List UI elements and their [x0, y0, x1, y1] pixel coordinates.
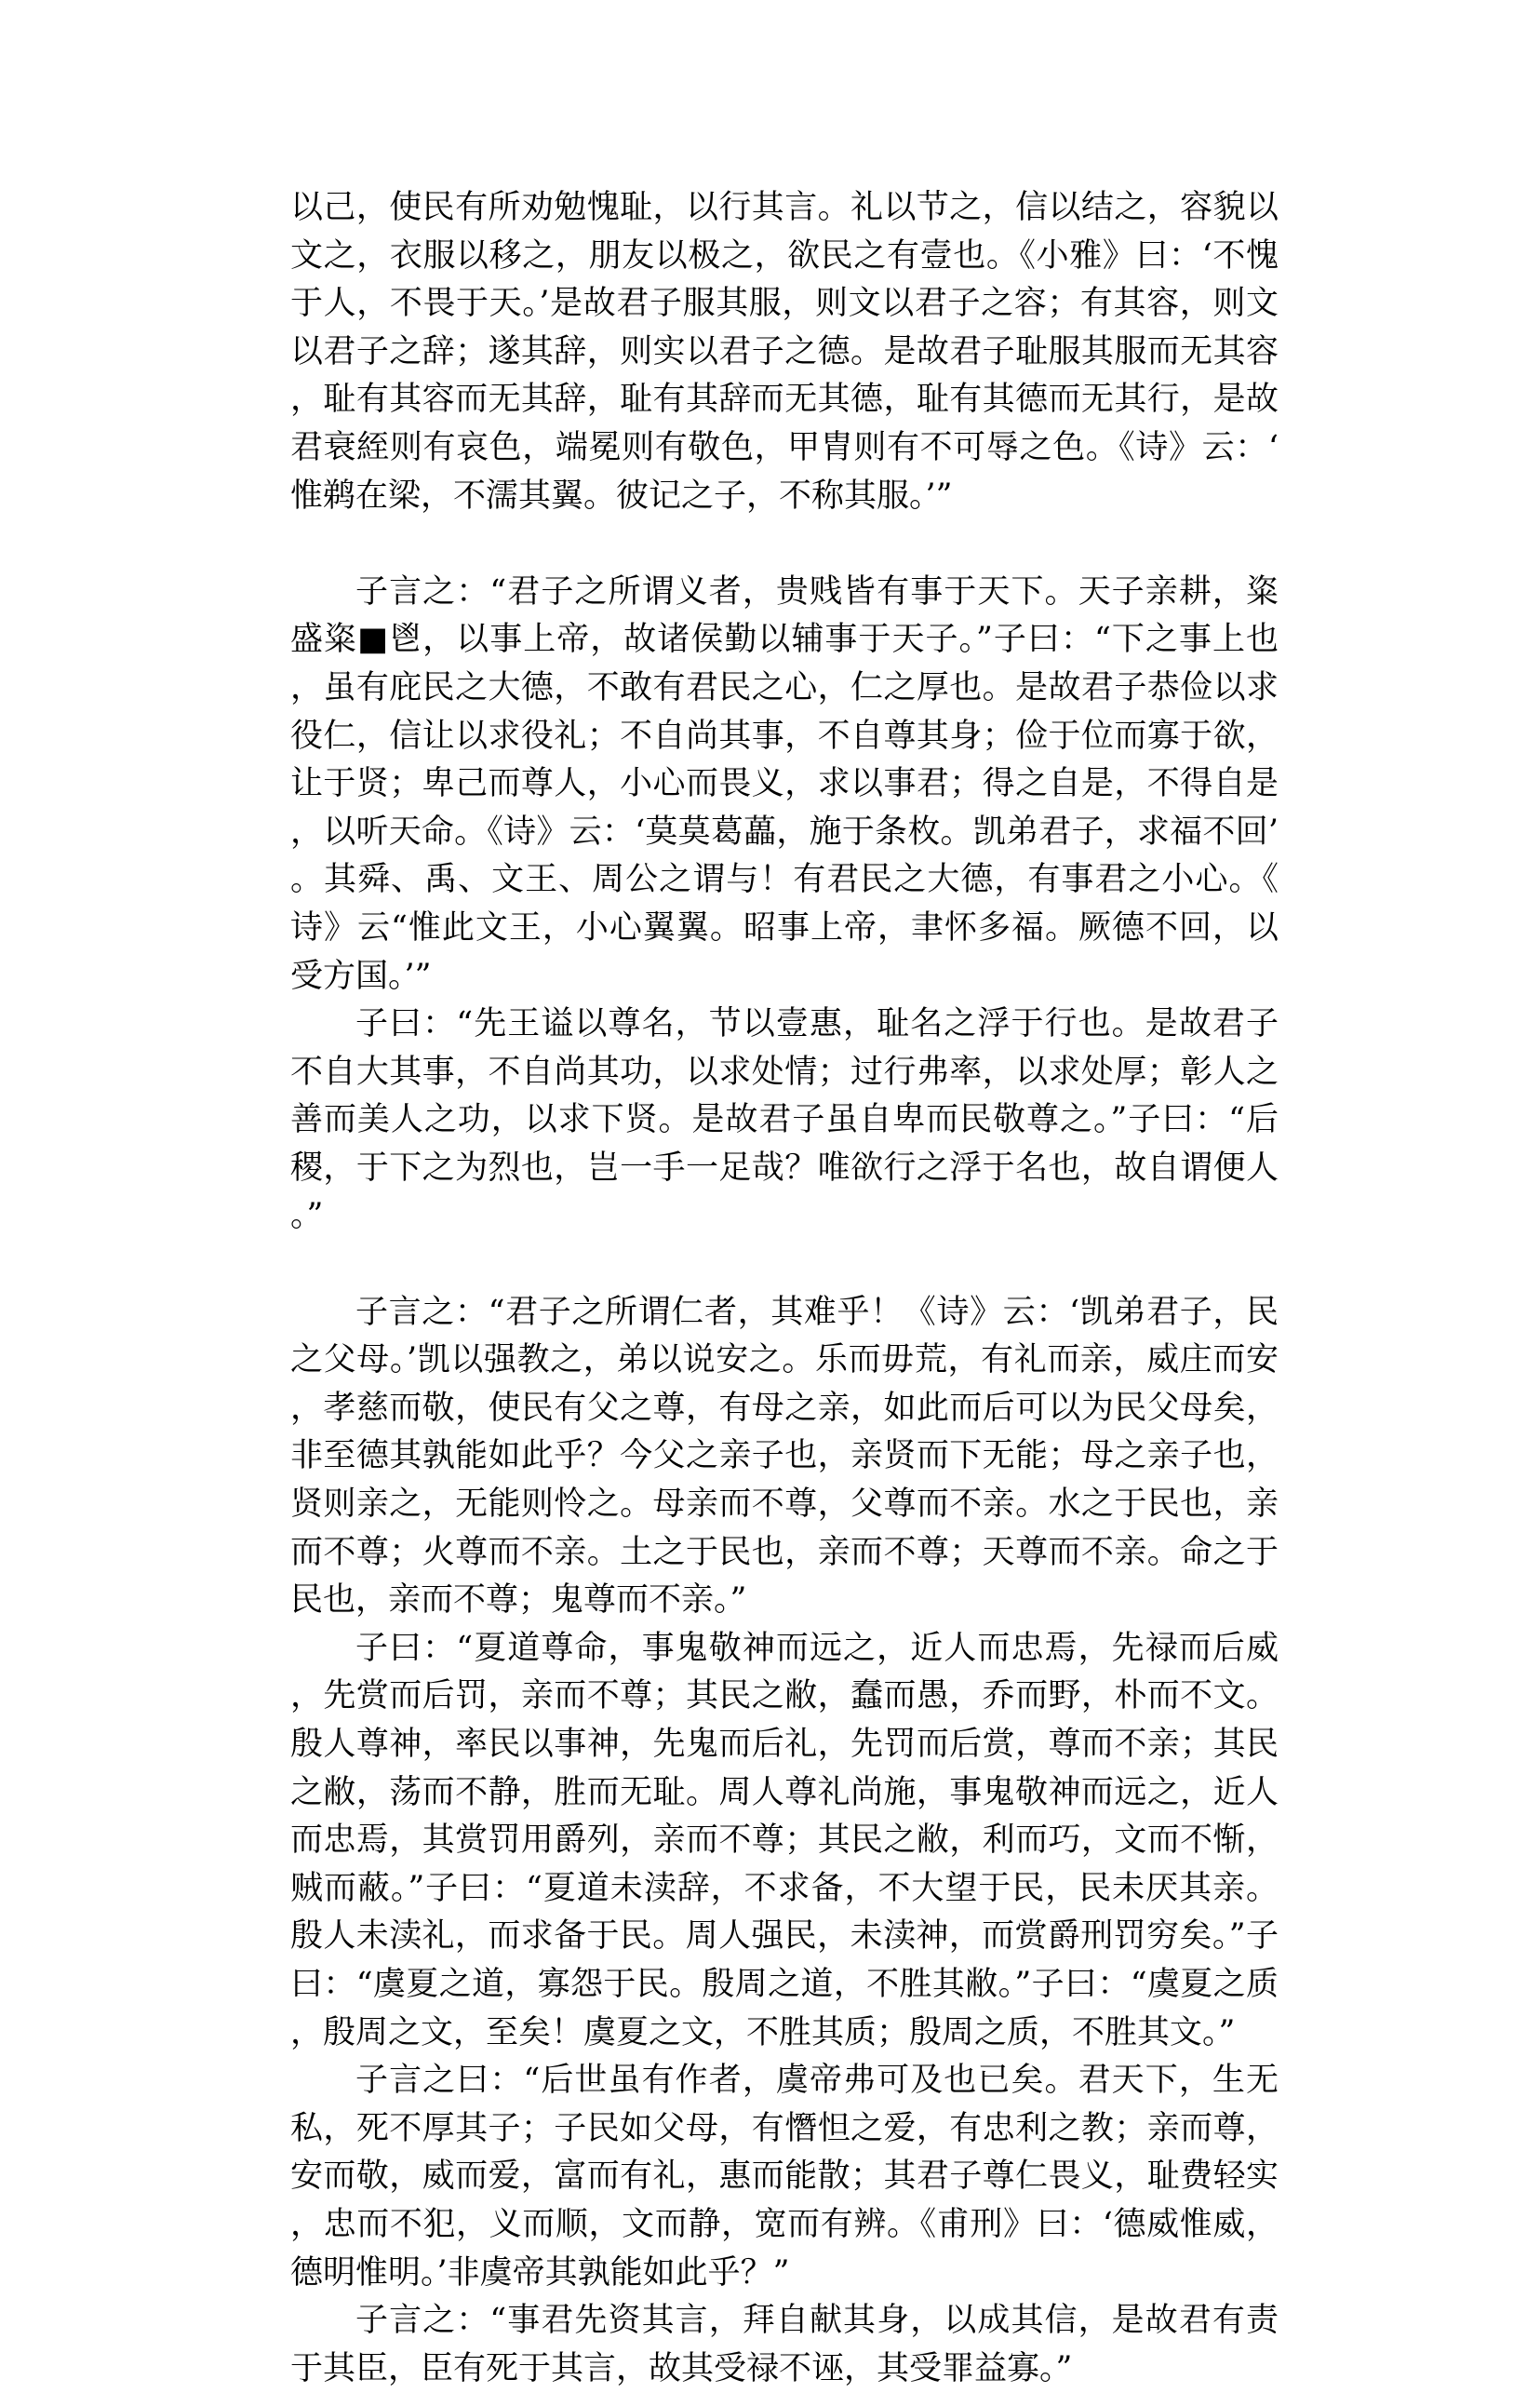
paragraph-spacer: [290, 1241, 1279, 1289]
paragraph-spacer: [290, 520, 1279, 569]
paragraph-6: 子言之曰：“后世虽有作者，虞帝弗可及也已矣。君天下，生无私，死不厚其子；子民如父母，有憯怛之爱，有忠利之教；亲而尊，安而敬，威而爱，富而有礼，惠而能散；其君子尊仁畏义，耻费轻实，忠而不犯，义而顺，文而静，宽而有辨。《甫刑》曰：‘德威惟威，德明惟明。’非虞帝其孰能如此乎？”: [290, 2062, 1279, 2292]
paragraph-5: 子曰：“夏道尊命，事鬼敬神而远之，近人而忠焉，先禄而后威，先赏而后罚，亲而不尊；其民之敝，蠢而愚，乔而野，朴而不文。殷人尊神，率民以事神，先鬼而后礼，先罚而后赏，尊而不亲；其民之敝，荡而不静，胜而无耻。周人尊礼尚施，事鬼敬神而远之，近人而忠焉，其赏罚用爵列，亲而不尊；其民之敝，利而巧，文而不惭，贼而蔽。”子曰：“夏道未渎辞，不求备，不大望于民，民未厌其亲。殷人未渎礼，而求备于民。周人强民，未渎神，而赏爵刑罚穷矣。”子曰：“虞夏之道，寡怨于民。殷周之道，不胜其敝。”子曰：“虞夏之质，殷周之文，至矣！虞夏之文，不胜其质；殷周之质，不胜其文。”: [290, 1629, 1279, 2051]
paragraph-4: 子言之：“君子之所谓仁者，其难乎！《诗》云：‘凯弟君子，民之父母。’凯以强教之，弟以说安之。乐而毋荒，有礼而亲，威庄而安，孝慈而敬，使民有父之尊，有母之亲，如此而后可以为民父母矣，非至德其孰能如此乎？今父之亲子也，亲贤而下无能；母之亲子也，贤则亲之，无能则怜之。母亲而不尊，父尊而不亲。水之于民也，亲而不尊；火尊而不亲。土之于民也，亲而不尊；天尊而不亲。命之于民也，亲而不尊；鬼尊而不亲。”: [290, 1293, 1279, 1620]
document-page: [290, 184, 1279, 2393]
paragraph-3: 子曰：“先王谥以尊名，节以壹惠，耻名之浮于行也。是故君子不自大其事，不自尚其功，以求处情；过行弗率，以求处厚；彰人之善而美人之功，以求下贤。是故君子虽自卑而民敬尊之。”子曰：“后稷，于下之为烈也，岂一手一足哉？唯欲行之浮于名也，故自谓便人。”: [290, 1005, 1279, 1235]
paragraph-7: 子言之：“事君先资其言，拜自献其身，以成其信，是故君有责于其臣，臣有死于其言，故其受禄不诬，其受罪益寡。”: [290, 2302, 1279, 2387]
paragraph-1: 以己，使民有所劝勉愧耻，以行其言。礼以节之，信以结之，容貌以文之，衣服以移之，朋友以极之，欲民之有壹也。《小雅》曰：‘不愧于人，不畏于天。’是故君子服其服，则文以君子之容；有其容，则文以君子之辞；遂其辞，则实以君子之德。是故君子耻服其服而无其容，耻有其容而无其辞，耻有其辞而无其德，耻有其德而无其行，是故君衰絰则有哀色，端冕则有敬色，甲胄则有不可辱之色。《诗》云：‘惟鹈在梁，不濡其翼。彼记之子，不称其服。’”: [290, 189, 1279, 515]
paragraph-2: 子言之：“君子之所谓义者，贵贱皆有事于天下。天子亲耕，粢盛粢■鬯，以事上帝，故诸侯勤以辅事于天子。”子曰：“下之事上也，虽有庇民之大德，不敢有君民之心，仁之厚也。是故君子恭俭以求役仁，信让以求役礼；不自尚其事，不自尊其身；俭于位而寡于欲，让于贤；卑己而尊人，小心而畏义，求以事君；得之自是，不得自是，以听天命。《诗》云：‘莫莫葛藟，施于条枚。凯弟君子，求福不回’。其舜、禹、文王、周公之谓与！有君民之大德，有事君之小心。《诗》云“惟此文王，小心翼翼。昭事上帝，聿怀多福。厥德不回，以受方国。’”: [290, 572, 1279, 995]
